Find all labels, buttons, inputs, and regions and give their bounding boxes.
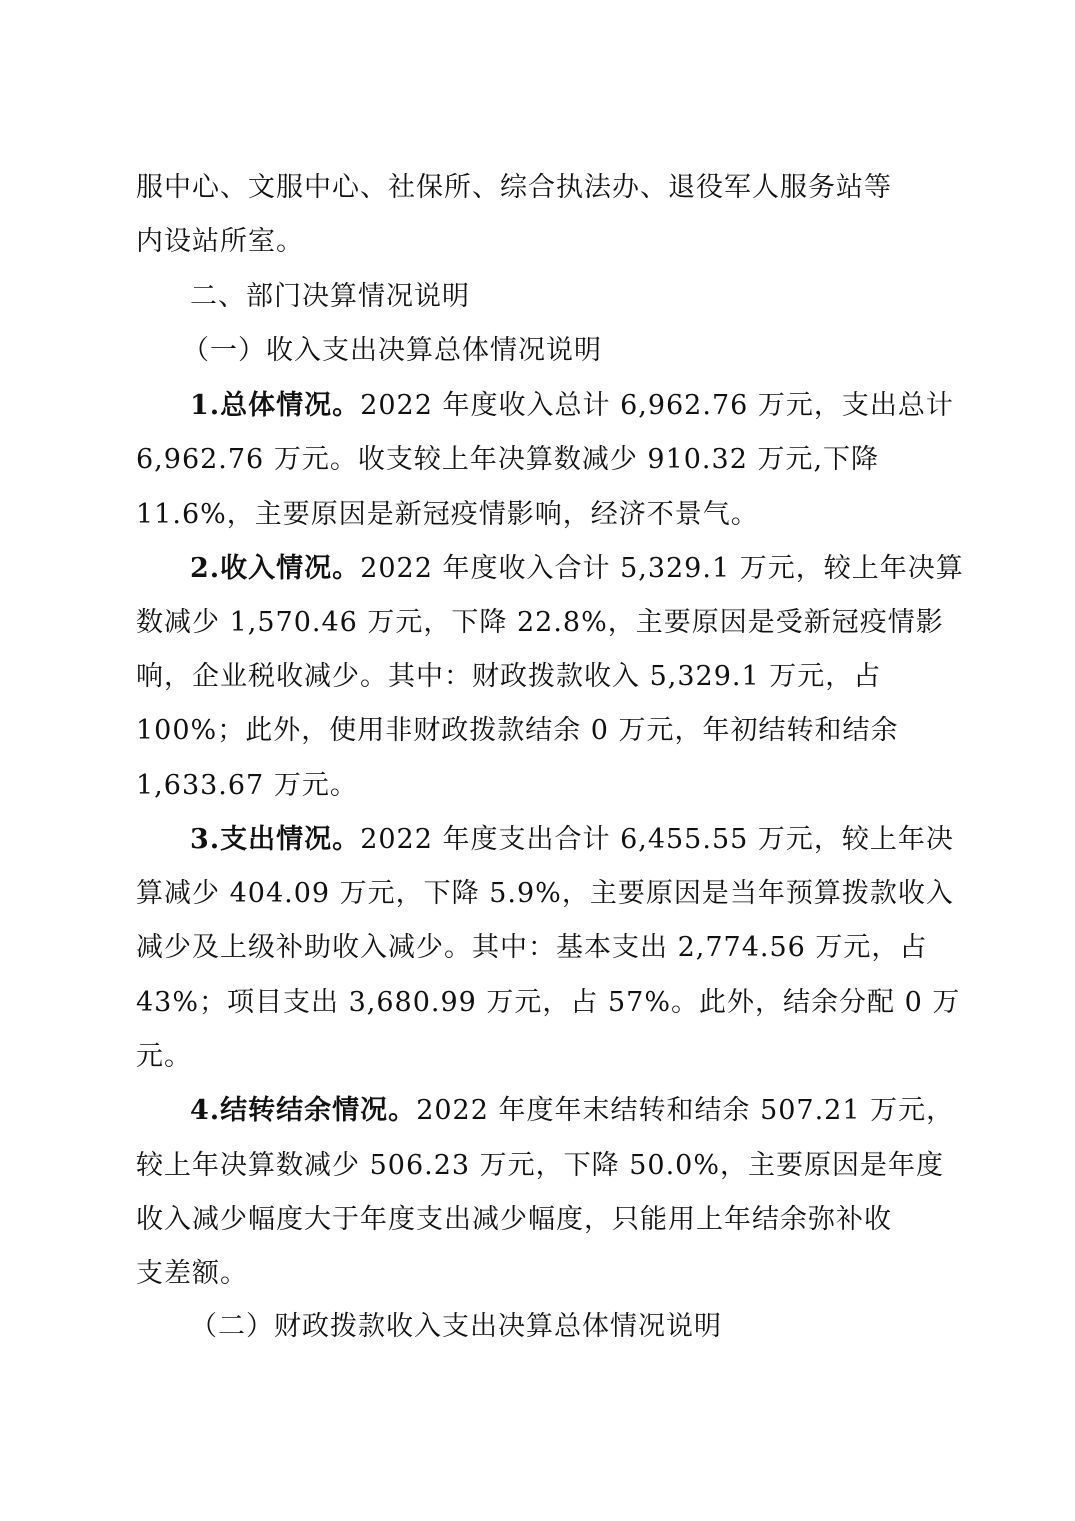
paragraph-carryover-line: 支差额。 [136, 1258, 248, 1289]
paragraph-text: 2022 年度支出合计 6,455.55 万元，较上年决 [360, 824, 954, 855]
paragraph-income-line: 100%；此外，使用非财政拨款结余 0 万元，年初结转和结余 [136, 715, 899, 746]
subsection-heading: （一）收入支出决算总体情况说明 [182, 335, 602, 366]
section-heading: 二、部门决算情况说明 [190, 281, 470, 312]
paragraph-overall-line: 11.6%，主要原因是新冠疫情影响，经济不景气。 [136, 499, 759, 530]
subsection-heading: （二）财政拨款收入支出决算总体情况说明 [190, 1311, 722, 1342]
paragraph-label: 3.支出情况。 [190, 824, 361, 855]
paragraph-carryover-line: 较上年决算数减少 506.23 万元，下降 50.0%，主要原因是年度 [136, 1150, 944, 1181]
paragraph-text: 2022 年度收入合计 5,329.1 万元，较上年决算 [360, 553, 964, 584]
paragraph-label: 4.结转结余情况。 [190, 1095, 417, 1126]
paragraph-expense-line: 元。 [136, 1041, 192, 1072]
text-line: 服中心、文服中心、社保所、综合执法办、退役军人服务站等 [136, 172, 892, 203]
paragraph-carryover-line [190, 1093, 954, 1129]
paragraph-label: 2.收入情况。 [190, 553, 361, 584]
paragraph-expense-line [190, 822, 954, 858]
paragraph-income-line: 数减少 1,570.46 万元，下降 22.8%，主要原因是受新冠疫情影 [136, 607, 944, 638]
paragraph-overall-line [190, 388, 954, 424]
paragraph-expense-line: 算减少 404.09 万元，下降 5.9%，主要原因是当年预算拨款收入 [136, 878, 954, 909]
paragraph-expense-line: 43%；项目支出 3,680.99 万元，占 57%。此外，结余分配 0 万 [136, 987, 961, 1018]
paragraph-label: 1.总体情况。 [190, 390, 361, 421]
paragraph-income-line [190, 551, 964, 587]
paragraph-overall-line: 6,962.76 万元。收支较上年决算数减少 910.32 万元,下降 [136, 444, 880, 475]
paragraph-text: 2022 年度年末结转和结余 507.21 万元， [416, 1095, 955, 1126]
text-line: 内设站所室。 [136, 226, 304, 257]
paragraph-text: 2022 年度收入总计 6,962.76 万元，支出总计 [360, 390, 954, 421]
paragraph-income-line: 响，企业税收减少。其中：财政拨款收入 5,329.1 万元，占 [136, 661, 882, 692]
paragraph-expense-line: 减少及上级补助收入减少。其中：基本支出 2,774.56 万元，占 [136, 932, 928, 963]
paragraph-carryover-line: 收入减少幅度大于年度支出减少幅度，只能用上年结余弥补收 [136, 1204, 892, 1235]
paragraph-income-line: 1,633.67 万元。 [136, 770, 358, 801]
